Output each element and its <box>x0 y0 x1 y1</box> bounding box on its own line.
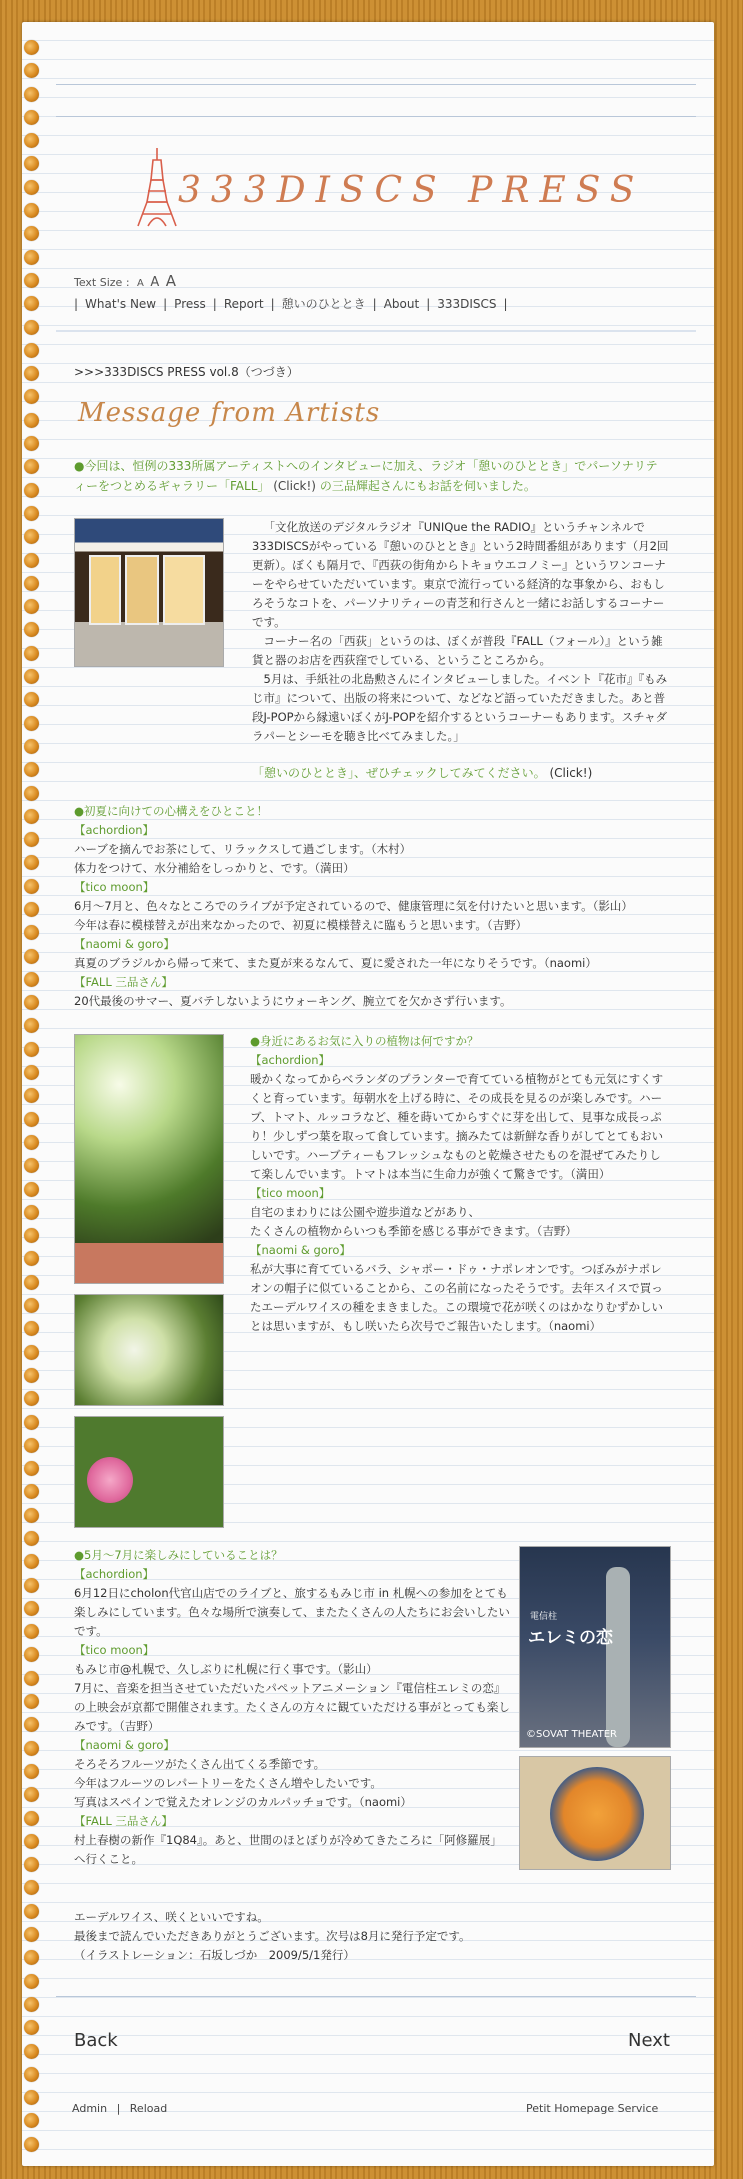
answer-artist: 【tico moon】 <box>250 1186 331 1200</box>
closing-line: 最後まで読んでいただきありがとうございます。次号は8月に発行予定です。 <box>74 1929 471 1943</box>
spiral-ring <box>24 762 39 777</box>
spiral-ring <box>24 1415 39 1430</box>
spiral-ring <box>24 786 39 801</box>
spiral-ring <box>24 576 39 591</box>
spiral-ring <box>24 2020 39 2035</box>
question-heading: ●5月〜7月に楽しみにしていることは？ <box>74 1548 283 1562</box>
spiral-ring <box>24 366 39 381</box>
spiral-ring <box>24 972 39 987</box>
spiral-ring <box>24 413 39 428</box>
spiral-ring <box>24 2090 39 2105</box>
answer-text: もみじ市@札幌で、久しぶりに札幌に行く事です。（影山） <box>74 1662 378 1676</box>
spiral-ring <box>24 1205 39 1220</box>
text-size-label: Text Size : <box>74 276 130 289</box>
spiral-ring <box>24 1135 39 1150</box>
spiral-ring <box>24 1811 39 1826</box>
poster-title: エレミの恋 <box>528 1628 613 1648</box>
closing-line: エーデルワイス、咲くといいですね。 <box>74 1910 269 1924</box>
answer-text: そろそろフルーツがたくさん出てくる季節です。 <box>74 1757 326 1771</box>
text-size-medium[interactable]: A <box>150 275 160 290</box>
spiral-ring <box>24 1088 39 1103</box>
spiral-ring <box>24 87 39 102</box>
spiral-ring <box>24 273 39 288</box>
spiral-ring <box>24 902 39 917</box>
spiral-ring <box>24 599 39 614</box>
spiral-ring <box>24 1554 39 1569</box>
spiral-ring <box>24 529 39 544</box>
spiral-ring <box>24 506 39 521</box>
radio-paragraph: 「文化放送のデジタルラジオ『UNIQue the RADIO』というチャンネルで333DISCSがやっている『憩いのひととき』という2時間番組があります（月2回更新）。ぼくも隔月で、『西荻の街角からトキョウエコノミー』というワンコーナーをやらせていただいています。東京で流行っている経済的な事象から、おもしろそうなコトを、パーソナリティーの青芝和行さんと一緒にお話しするコーナーです。 <box>252 520 669 629</box>
spiral-ring <box>24 156 39 171</box>
spiral-ring <box>24 739 39 754</box>
text-size-small[interactable]: A <box>137 278 144 289</box>
spiral-ring <box>24 1904 39 1919</box>
radio-paragraph: 5月は、手紙社の北島勲さんにインタビューしました。イベント『花市』『もみじ市』について、出版の将来について、などなど語っていただきました。あと普段J-POPから縁遠いぼくがJ-POPを紹介するというコーナーもあります。スチャダラパーとシーモを聴き比べてみました。」 <box>252 672 668 743</box>
answer-text: 20代最後のサマー、夏バテしないようにウォーキング、腕立てを欠かさず行います。 <box>74 994 512 1008</box>
spiral-ring <box>24 1601 39 1616</box>
radio-paragraph: コーナー名の「西荻」というのは、ぼくが普段『FALL（フォール）』という雑貨と器のお店を西荻窪でしている、ということころから。 <box>252 634 663 667</box>
spiral-ring <box>24 1694 39 1709</box>
spiral-ring <box>24 1997 39 2012</box>
spiral-ring <box>24 133 39 148</box>
nav-divider <box>56 330 696 332</box>
answer-artist: 【naomi & goro】 <box>74 937 175 951</box>
spiral-ring <box>24 1345 39 1360</box>
spiral-ring <box>24 483 39 498</box>
intro-text <box>74 456 664 496</box>
back-link[interactable]: Back <box>74 2030 118 2051</box>
spiral-ring <box>24 2067 39 2082</box>
answer-artist: 【FALL 三品さん】 <box>74 975 173 989</box>
spiral-ring <box>24 1182 39 1197</box>
spiral-ring <box>24 692 39 707</box>
reload-link[interactable]: Reload <box>129 2102 168 2115</box>
answer-text: 村上春樹の新作『1Q84』。あと、世間のほとぼりが冷めてきたころに「阿修羅展」へ行くこと。 <box>74 1833 502 1866</box>
nav-333discs[interactable]: 333DISCS <box>437 297 497 311</box>
spiral-ring <box>24 1275 39 1290</box>
q3-block <box>74 1546 510 1869</box>
spiral-ring <box>24 250 39 265</box>
spiral-ring <box>24 925 39 940</box>
intro-tail: の三品輝起さんにもお話を伺いました。 <box>319 479 536 493</box>
question-heading: ●身近にあるお気に入りの植物は何ですか？ <box>250 1034 479 1048</box>
admin-link[interactable]: Admin <box>72 2102 108 2115</box>
radio-click-link[interactable]: (Click!) <box>549 766 593 780</box>
spiral-ring <box>24 2137 39 2152</box>
text-size-control <box>74 272 176 290</box>
answer-artist: 【naomi & goro】 <box>74 1738 175 1752</box>
orange-carpaccio-photo <box>519 1756 671 1870</box>
service-link[interactable]: Petit Homepage Service <box>526 2102 659 2115</box>
radio-check <box>252 764 592 781</box>
answer-text: 真夏のブラジルから帰って来て、また夏が来るなんて、夏に愛された一年になりそうです。（naomi） <box>74 956 597 970</box>
spiral-ring <box>24 63 39 78</box>
spiral-ring <box>24 296 39 311</box>
spiral-ring <box>24 1857 39 1872</box>
answer-artist: 【FALL 三品さん】 <box>74 1814 173 1828</box>
spiral-ring <box>24 1018 39 1033</box>
spiral-ring <box>24 1484 39 1499</box>
poster-subtitle: 電信柱 <box>530 1612 558 1622</box>
spiral-ring <box>24 1717 39 1732</box>
spiral-ring <box>24 110 39 125</box>
poster-credit: ©SOVAT THEATER <box>526 1729 617 1740</box>
answer-text: 7月に、音楽を担当させていただいたパペットアニメーション『電信柱エレミの恋』の上映会が京都で開催されます。たくさんの方々に観ていただける事がとっても楽しみです。（吉野） <box>74 1681 510 1733</box>
spiral-ring <box>24 1880 39 1895</box>
spiral-ring <box>24 1741 39 1756</box>
spiral-ring <box>24 203 39 218</box>
white-flowers-photo <box>74 1294 224 1406</box>
movie-poster-photo <box>519 1546 671 1748</box>
intro-body: ●今回は、恒例の333所属アーティストへのインタビューに加え、ラジオ「憩いのひととき」でパーソナリティーをつとめるギャラリー「FALL」 <box>74 459 658 493</box>
spiral-ring <box>24 1298 39 1313</box>
answer-artist: 【naomi & goro】 <box>250 1243 351 1257</box>
answer-artist: 【achordion】 <box>74 1567 155 1581</box>
spiral-ring <box>24 1974 39 1989</box>
radio-check-text: 「憩いのひととき」、ぜひチェックしてみてください。 <box>252 766 546 780</box>
nav-ikoi[interactable]: 憩いのひととき <box>281 297 366 311</box>
spiral-ring <box>24 1764 39 1779</box>
answer-text: ハーブを摘んでお茶にして、リラックスして過ごします。（木村） <box>74 842 412 856</box>
answer-text: 6月〜7月と、色々なところでのライブが予定されているので、健康管理に気を付けたいと思います。（影山） <box>74 899 633 913</box>
answer-artist: 【tico moon】 <box>74 1643 155 1657</box>
spiral-ring <box>24 2044 39 2059</box>
spiral-ring <box>24 2113 39 2128</box>
spiral-ring <box>24 1531 39 1546</box>
answer-text: 写真はスペインで覚えたオレンジのカルパッチョです。（naomi） <box>74 1795 412 1809</box>
answer-text: 体力をつけて、水分補給をしっかりと、です。（満田） <box>74 861 355 875</box>
spiral-ring <box>24 1158 39 1173</box>
spiral-ring <box>24 1927 39 1942</box>
radio-text <box>252 518 670 746</box>
q1-block <box>74 802 670 1011</box>
spiral-ring <box>24 879 39 894</box>
answer-artist: 【tico moon】 <box>74 880 155 894</box>
main-nav: | What's New | Press | Report | 憩いのひととき | About | 333DISCS | <box>74 297 508 311</box>
spiral-ring <box>24 716 39 731</box>
next-link[interactable]: Next <box>628 2030 670 2051</box>
spiral-ring <box>24 832 39 847</box>
text-size-large[interactable]: A <box>165 272 177 290</box>
spiral-ring <box>24 646 39 661</box>
site-logo-text[interactable]: 333DISCS PRESS <box>178 170 645 211</box>
answer-text: 今年はフルーツのレパートリーをたくさん増やしたいです。 <box>74 1776 382 1790</box>
answer-text: 6月12日にcholon代官山店でのライブと、旅するもみじ市 in 札幌への参加をとても楽しみにしています。色々な場所で演奏して、またたくさんの人たちにお会いしたいです。 <box>74 1586 510 1638</box>
answer-artist: 【achordion】 <box>74 823 155 837</box>
spiral-ring <box>24 669 39 684</box>
footer-links: Admin | Reload <box>72 2102 168 2115</box>
spiral-ring <box>24 949 39 964</box>
spiral-ring <box>24 1671 39 1686</box>
spiral-ring <box>24 389 39 404</box>
issue-title: >>>333DISCS PRESS vol.8（つづき） <box>74 365 299 379</box>
spiral-ring <box>24 40 39 55</box>
spiral-ring <box>24 1042 39 1057</box>
spiral-ring <box>24 1391 39 1406</box>
spiral-ring <box>24 1624 39 1639</box>
spiral-ring <box>24 1508 39 1523</box>
answer-text: 自宅のまわりには公園や遊歩道などがあり、 <box>250 1205 480 1219</box>
spiral-ring <box>24 1647 39 1662</box>
nav-press[interactable]: Press <box>174 297 206 311</box>
spiral-ring <box>24 180 39 195</box>
spiral-ring <box>24 1950 39 1965</box>
nav-about[interactable]: About <box>383 297 420 311</box>
spiral-ring <box>24 1112 39 1127</box>
tower-logo-icon <box>136 146 178 232</box>
nav-report[interactable]: Report <box>223 297 264 311</box>
spiral-ring <box>24 809 39 824</box>
spiral-ring <box>24 622 39 637</box>
answer-text: 今年は春に模様替えが出来なかったので、初夏に模様替えに臨もうと思います。（吉野） <box>74 918 528 932</box>
question-heading: ●初夏に向けての心構えをひとこと！ <box>74 804 269 818</box>
spiral-ring <box>24 1065 39 1080</box>
closing-text <box>74 1908 470 1965</box>
spiral-ring <box>24 1368 39 1383</box>
spiral-ring <box>24 995 39 1010</box>
spiral-ring <box>24 343 39 358</box>
intro-click-link[interactable]: (Click!) <box>273 479 316 493</box>
spiral-ring <box>24 436 39 451</box>
answer-artist: 【achordion】 <box>250 1053 331 1067</box>
spiral-ring <box>24 459 39 474</box>
spiral-ring <box>24 1834 39 1849</box>
spiral-ring <box>24 553 39 568</box>
q2-block <box>250 1032 670 1336</box>
rose-photo <box>74 1416 224 1528</box>
spiral-ring <box>24 1251 39 1266</box>
spiral-ring <box>24 855 39 870</box>
answer-text: たくさんの植物からいつも季節を感じる事ができます。（吉野） <box>250 1224 577 1238</box>
closing-line: （イラストレーション：石坂しづか 2009/5/1発行） <box>74 1948 355 1962</box>
closing-rule <box>56 1996 696 1997</box>
spiral-ring <box>24 1228 39 1243</box>
section-title: Message from Artists <box>78 398 381 428</box>
nav-whats-new[interactable]: What's New <box>85 297 157 311</box>
herb-planter-photo <box>74 1034 224 1284</box>
spiral-ring <box>24 1461 39 1476</box>
answer-text: 私が大事に育てているバラ、シャポー・ドゥ・ナポレオンです。つぼみがナポレオンの帽子に似ていることから、この名前になったそうです。去年スイスで買ったエーデルワイスの種をまきました。この環境で花が咲くのはかなりむずかしいとは思いますが、もし咲いたら次号でご報告いたします。（naomi） <box>250 1262 663 1333</box>
spiral-ring <box>24 1578 39 1593</box>
top-rule <box>56 84 696 85</box>
spiral-binding <box>24 40 44 2160</box>
spiral-ring <box>24 1787 39 1802</box>
spiral-ring <box>24 320 39 335</box>
spiral-ring <box>24 1438 39 1453</box>
spiral-ring <box>24 226 39 241</box>
top-rule-2 <box>56 116 696 117</box>
spiral-ring <box>24 1321 39 1336</box>
fall-shop-photo <box>74 518 224 667</box>
answer-text: 暖かくなってからベランダのプランターで育てている植物がとても元気にすくすくと育っています。毎朝水を上げる時に、その成長を見るのが楽しみです。ハーブ、トマト、ルッコラなど、種を蒔いてからすぐに芽を出して、見事な成長っぷり！少しずつ葉を取って食しています。摘みたては新鮮な香りがしてとてもおいしいです。ハーブティーもフレッシュなものと乾燥させたものを混ぜてみたりして楽しんでいます。トマトは本当に生命力が強くて驚きです。（満田） <box>250 1072 664 1181</box>
